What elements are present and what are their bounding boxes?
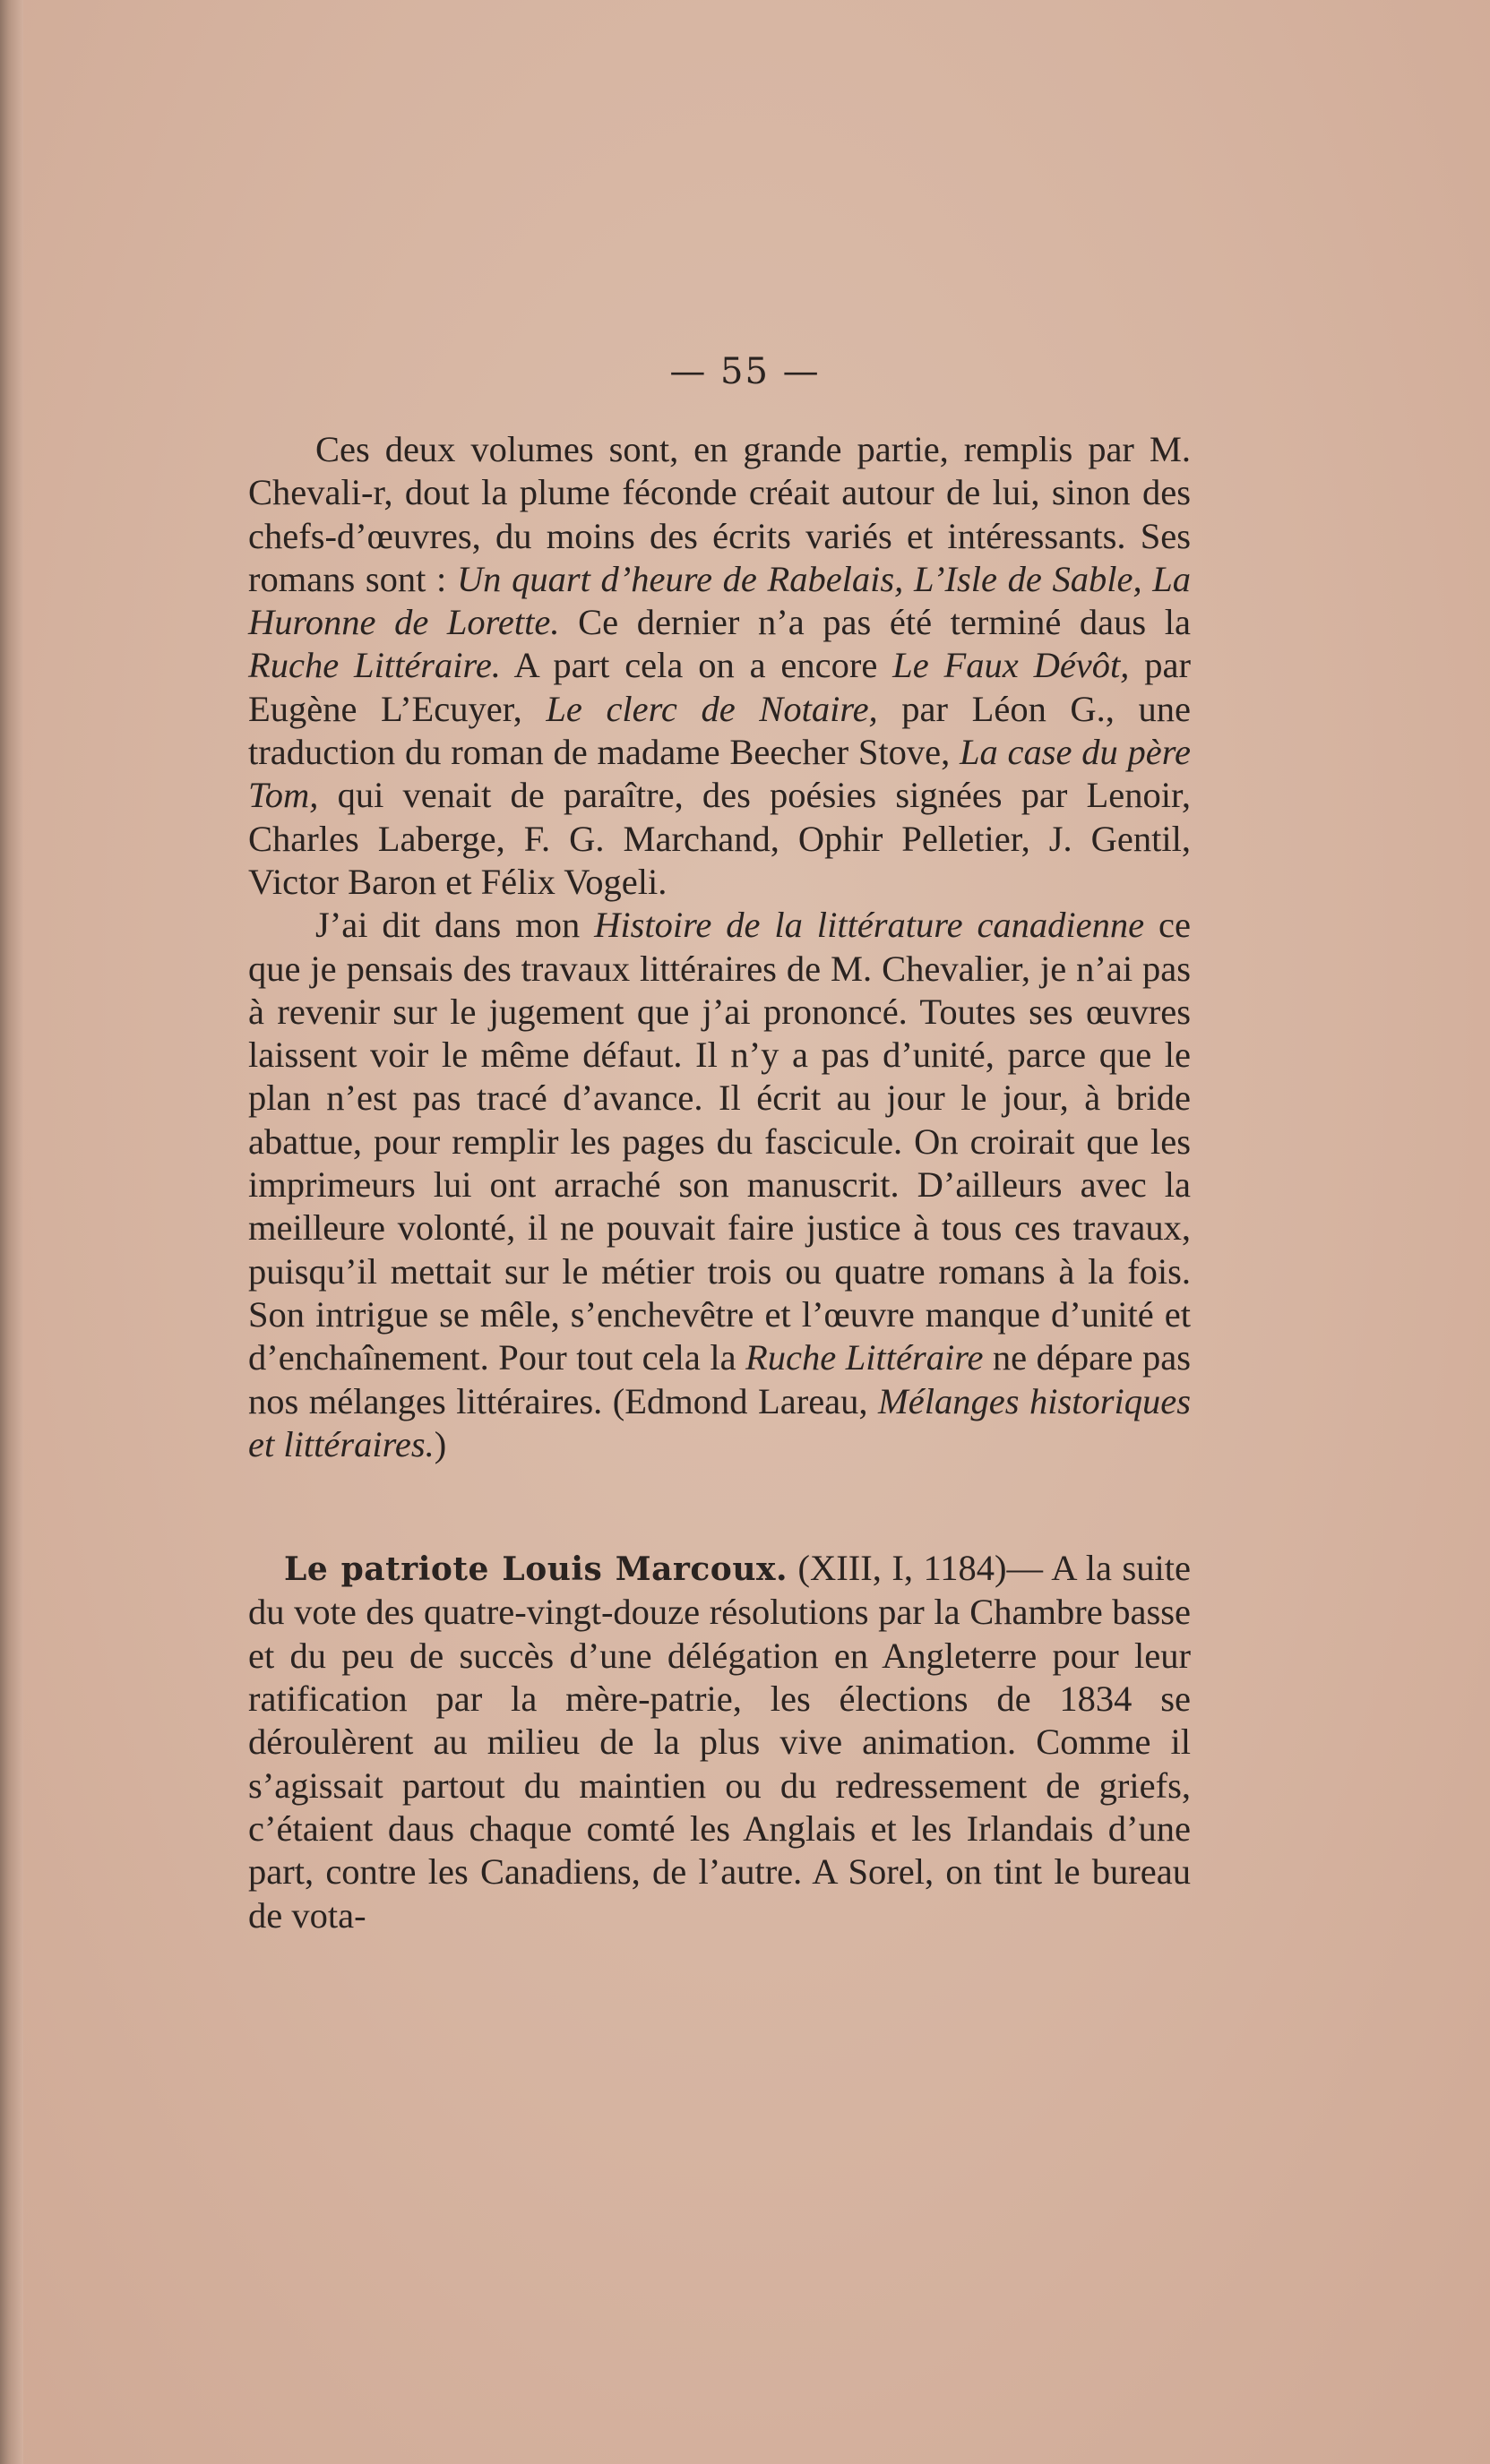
italic-title: Ruche Littéraire. <box>248 645 501 686</box>
page-number: — 55 — <box>669 351 821 392</box>
text-run: par Léon G., une traduction du roman de madame Beecher Stove, <box>248 688 1191 773</box>
body-text <box>248 428 1191 1937</box>
italic-title: Ruche Littéraire <box>745 1337 984 1378</box>
text-run: ce que je pensais des travaux littéraires de M. Chevalier, je n’ai pas à revenir sur le jugement que j’ai prononcé. Toutes ses œuvres laissent voir le même défaut. Il n’y a pas d’unité, parce que le plan n’est pas tracé d’avance. Il écrit au jour le jour, à bride abattue, pour remplir les pages du fascicule. On croirait que les imprimeurs lui ont arraché son manuscrit. D’ailleurs avec la meilleure volonté, il ne pouvait faire justice à tous ces travaux, puisqu’il mettait sur le métier trois ou quatre romans à la fois. Son intrigue se mêle, s’enchevêtre et l’œuvre manque d’unité et d’enchaînement. Pour tout cela la <box>248 905 1192 1378</box>
text-run: ne dépare pas nos mélanges littéraires. (Edmond Lareau, <box>248 1337 1191 1421</box>
italic-title: Histoire de la littérature canadienne <box>594 905 1145 946</box>
italic-title: Mélanges historiques et littéraires. <box>248 1380 1192 1464</box>
italic-title: La case du père Tom, <box>248 732 1191 816</box>
paragraph-chevalier-judgement <box>248 904 1191 1466</box>
text-run: ) <box>434 1423 447 1464</box>
entry-title: Le patriote Louis Marcoux. <box>284 1550 788 1589</box>
entry-louis-marcoux <box>248 1547 1191 1937</box>
italic-title: Le clerc de Notaire, <box>546 688 878 729</box>
italic-title: Le Faux Dévôt, <box>892 645 1130 686</box>
text-run: A part cela on a encore <box>500 645 893 686</box>
text-run: Ces deux volumes sont, en grande partie, remplis par M. Chevali-r, dout la plume féconde créait autour de lui, sinon des chefs-d’œuvres, du moins des écrits variés et intéressants. Ses romans sont : <box>248 429 1191 599</box>
text-run: par Eugène L’Ecuyer, <box>248 645 1191 729</box>
entry-reference: (XIII, I, 1184)— <box>787 1548 1043 1589</box>
text-run: Ce dernier n’a pas été terminé daus la <box>559 602 1191 643</box>
text-run: J’ai dit dans mon <box>315 905 595 946</box>
text-run: qui venait de paraître, des poésies signées par Lenoir, Charles Laberge, F. G. Marchand, Ophir Pelletier, J. Gentil, Victor Baron et Félix Vogeli. <box>248 775 1191 902</box>
paragraph-ruche-volumes <box>248 428 1191 904</box>
entry-body: A la suite du vote des quatre-vingt-douze résolutions par la Chambre basse et du peu de succès d’une délégation en Angleterre pour leur ratification par la mère-patrie, les élections de 1834 se déroulèrent au milieu de la plus vive animation. Comme il s’agissait partout du maintien ou du redressement de griefs, c’étaient daus chaque comté les Anglais et les Irlandais d’une part, contre les Canadiens, de l’autre. A Sorel, on tint le bureau de vota- <box>248 1548 1191 1936</box>
italic-title: Un quart d’heure de Rabelais, L’Isle de Sable, La Huronne de Lorette. <box>248 558 1191 643</box>
